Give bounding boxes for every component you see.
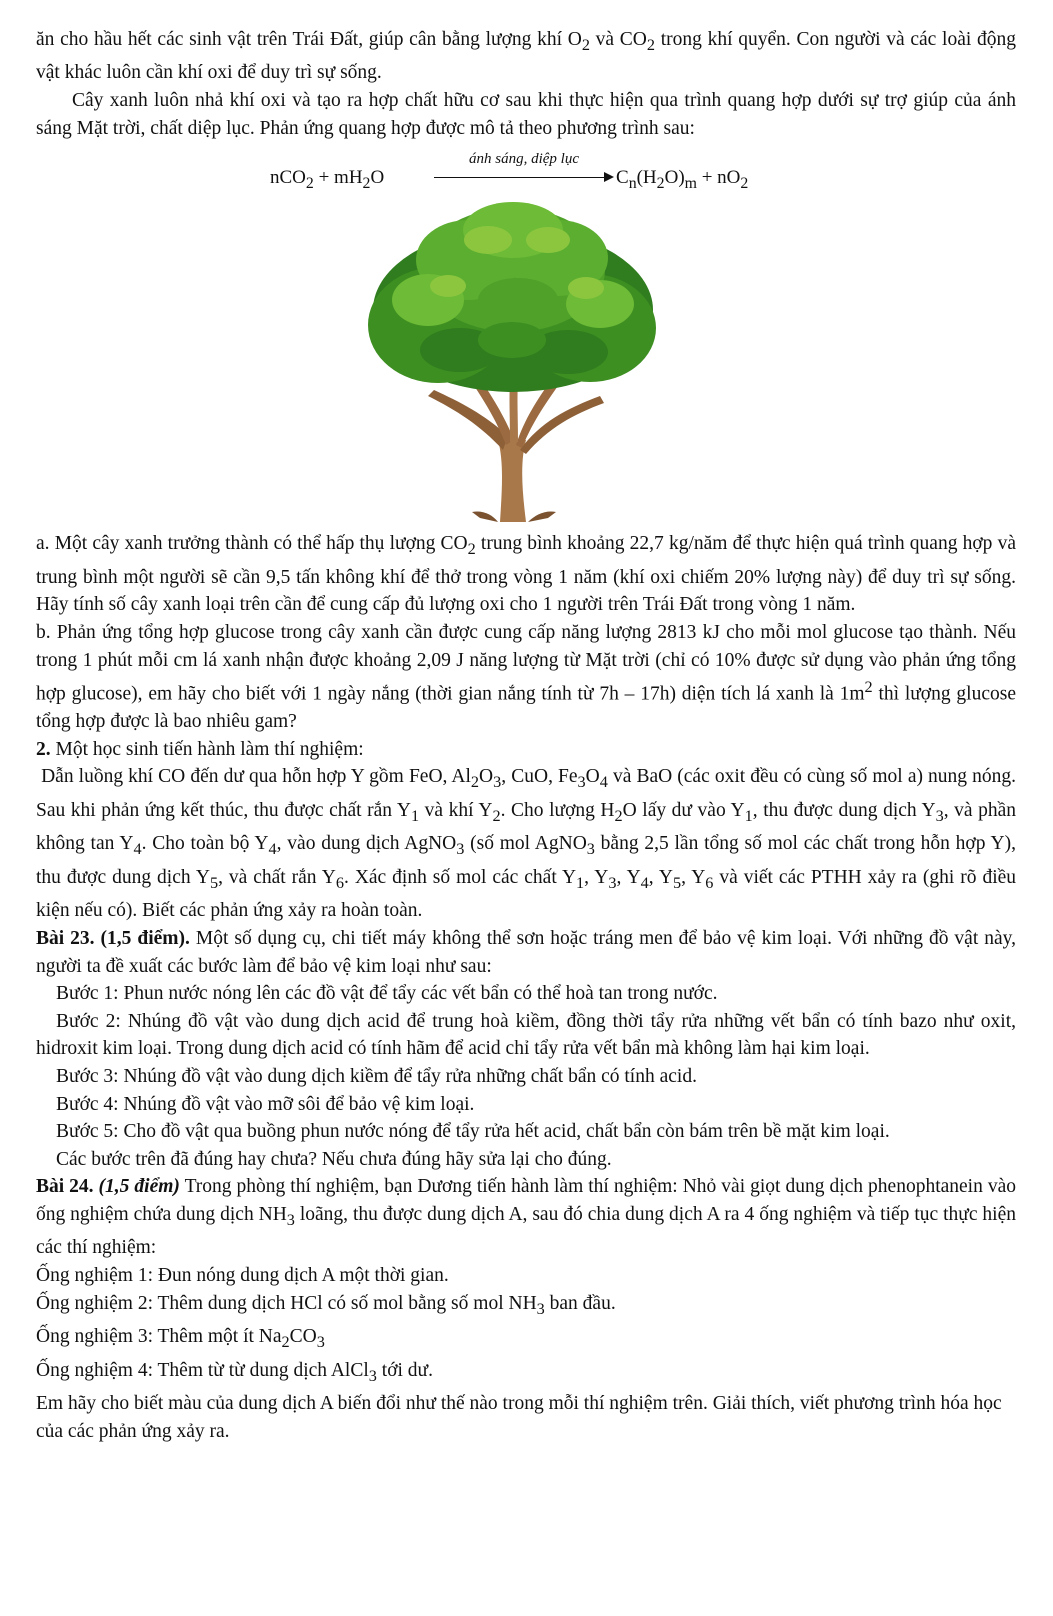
equation-products: $C_n(H_2O)_m + nO_2$ bbox=[616, 167, 749, 193]
bai-23-intro: Bài 23. (1,5 điểm). Một số dụng cụ, chi tiết máy không thể sơn hoặc tráng men để bảo vệ kim loại. Với những đồ vật này, người ta đề xuất các bước làm để bảo vệ kim loại như sau: bbox=[36, 927, 1016, 977]
question-2-heading: 2. Một học sinh tiến hành làm thí nghiệm: bbox=[36, 738, 364, 760]
bai-23-step-5: Bước 5: Cho đồ vật qua buồng phun nước nóng để tẩy rửa hết acid, chất bẩn còn bám trên bề mặt kim loại. bbox=[56, 1121, 890, 1143]
bai-23-step-2: Bước 2: Nhúng đồ vật vào dung dịch acid để trung hoà kiềm, đồng thời tẩy rửa những vết bẩn có tính bazo như oxit, hidroxit kim loại. Trong dung dịch acid có tính hãm để acid chỉ tẩy rửa vết bẩn mà không làm hại kim loại. bbox=[36, 1010, 1016, 1060]
bai-23-step-3: Bước 3: Nhúng đồ vật vào dung dịch kiềm để tẩy rửa những chất bẩn có tính acid. bbox=[56, 1065, 697, 1087]
question-part-a: a. Một cây xanh trưởng thành có thể hấp thụ lượng $CO_2$ trung bình khoảng 22,7 kg/năm để thực hiện quá trình quang hợp và trung bình một người sẽ cần 9,5 tấn không khí để thở trong vòng 1 năm (khí oxi chiếm 20% lượng này) để duy trì sự sống. Hãy tính số cây xanh loại trên cần để cung cấp đủ lượng oxi cho 1 người trên Trái Đất trong vòng 1 năm. bbox=[36, 533, 1016, 616]
bai-23-question: Các bước trên đã đúng hay chưa? Nếu chưa đúng hãy sửa lại cho đúng. bbox=[56, 1148, 612, 1170]
photosynthesis-paragraph: Cây xanh luôn nhả khí oxi và tạo ra hợp chất hữu cơ sau khi thực hiện qua trình quang hợp dưới sự trợ giúp của ánh sáng Mặt trời, chất diệp lục. Phản ứng quang hợp được mô tả theo phương trình sau: bbox=[36, 90, 1016, 139]
question-2-body: Dẫn luồng khí CO đến dư qua hỗn hợp Y gồm FeO, $Al_2O_3$, CuO, $Fe_3O_4$ và BaO (các oxit đều có cùng số mol a) nung nóng. Sau khi phản ứng kết thúc, thu được chất rắn $Y_1$ và khí $Y_2$. Cho lượng $H_2O$ lấy dư vào $Y_1$, thu được dung dịch $Y_3$, và phần không $\tan Y_4$. Cho toàn bộ $Y_4$, vào dung dịch AgNO$_3$ (số mol AgNO$_3$ bằng 2,5 lần tổng số mol các chất trong hỗn hợp Y), thu được dung dịch $Y_5$, và chất rắn $Y_6$. Xác định số mol các chất $Y_1$, $Y_3$, $Y_4$, $Y_5$, $Y_6$ và viết các PTHH xảy ra (ghi rõ điều kiện nếu có). Biết các phản ứng xảy ra hoàn toàn. bbox=[36, 766, 1017, 922]
question-part-b: b. Phản ứng tổng hợp glucose trong cây xanh cần được cung cấp năng lượng 2813 kJ cho mỗi mol glucose tạo thành. Nếu trong 1 phút mỗi cm lá xanh nhận được khoảng 2,09 J năng lượng từ Mặt trời (chỉ có 10% được sử dụng vào phản ứng tổng hợp glucose), em hãy cho biết với 1 ngày nắng (thời gian nắng tính từ 7h – 17h) diện tích lá xanh là $1m^2$ thì lượng glucose tổng hợp được là bao nhiêu gam? bbox=[36, 621, 1016, 733]
bai-24-tube-4: Ống nghiệm 4: Thêm từ từ dung dịch AlCl$_3$ tới dư. bbox=[36, 1359, 433, 1385]
bai-24-closing: Em hãy cho biết màu của dung dịch A biến đổi như thế nào trong mỗi thí nghiệm trên. Giải thích, viết phương trình hóa học của các phản ứng xảy ra. bbox=[36, 1393, 1002, 1442]
photosynthesis-equation bbox=[36, 142, 1016, 200]
reaction-arrow bbox=[434, 146, 614, 192]
bai-24-intro: Bài 24. (1,5 điểm) Trong phòng thí nghiệm, bạn Dương tiến hành làm thí nghiệm: Nhỏ vài giọt dung dịch phenophtanein vào ống nghiệm chứa dung dịch $NH_3$ loãng, thu được dung dịch A, sau đó chia dung dịch A ra 4 ống nghiệm và tiếp tục thực hiện các thí nghiệm: bbox=[36, 1176, 1016, 1259]
bai-23-step-1: Bước 1: Phun nước nóng lên các đồ vật để tẩy các vết bẩn có thể hoà tan trong nước. bbox=[56, 983, 718, 1005]
tree-figure bbox=[36, 200, 1016, 530]
document-page bbox=[36, 26, 1016, 1445]
equation-reactants: $nCO_2 + mH_2O$ bbox=[270, 167, 385, 193]
bai-23-step-4: Bước 4: Nhúng đồ vật vào mỡ sôi để bảo vệ kim loại. bbox=[56, 1093, 475, 1115]
bai-24-tube-2: Ống nghiệm 2: Thêm dung dịch HCl có số mol bằng số mol $NH_3$ ban đầu. bbox=[36, 1292, 616, 1318]
bai-24-tube-3: Ống nghiệm 3: Thêm một ít $Na_2CO_3$ bbox=[36, 1326, 325, 1351]
tree-icon bbox=[368, 200, 658, 522]
reaction-condition: ánh sáng, diệp lục bbox=[469, 151, 579, 168]
bai-24-tube-1: Ống nghiệm 1: Đun nóng dung dịch A một thời gian. bbox=[36, 1264, 449, 1286]
intro-paragraph: ăn cho hầu hết các sinh vật trên Trái Đất, giúp cân bằng lượng khí $O_2$ và $CO_2$ trong khí quyển. Con người và các loài động vật khác luôn cần khí oxi để duy trì sự sống. bbox=[36, 29, 1016, 84]
